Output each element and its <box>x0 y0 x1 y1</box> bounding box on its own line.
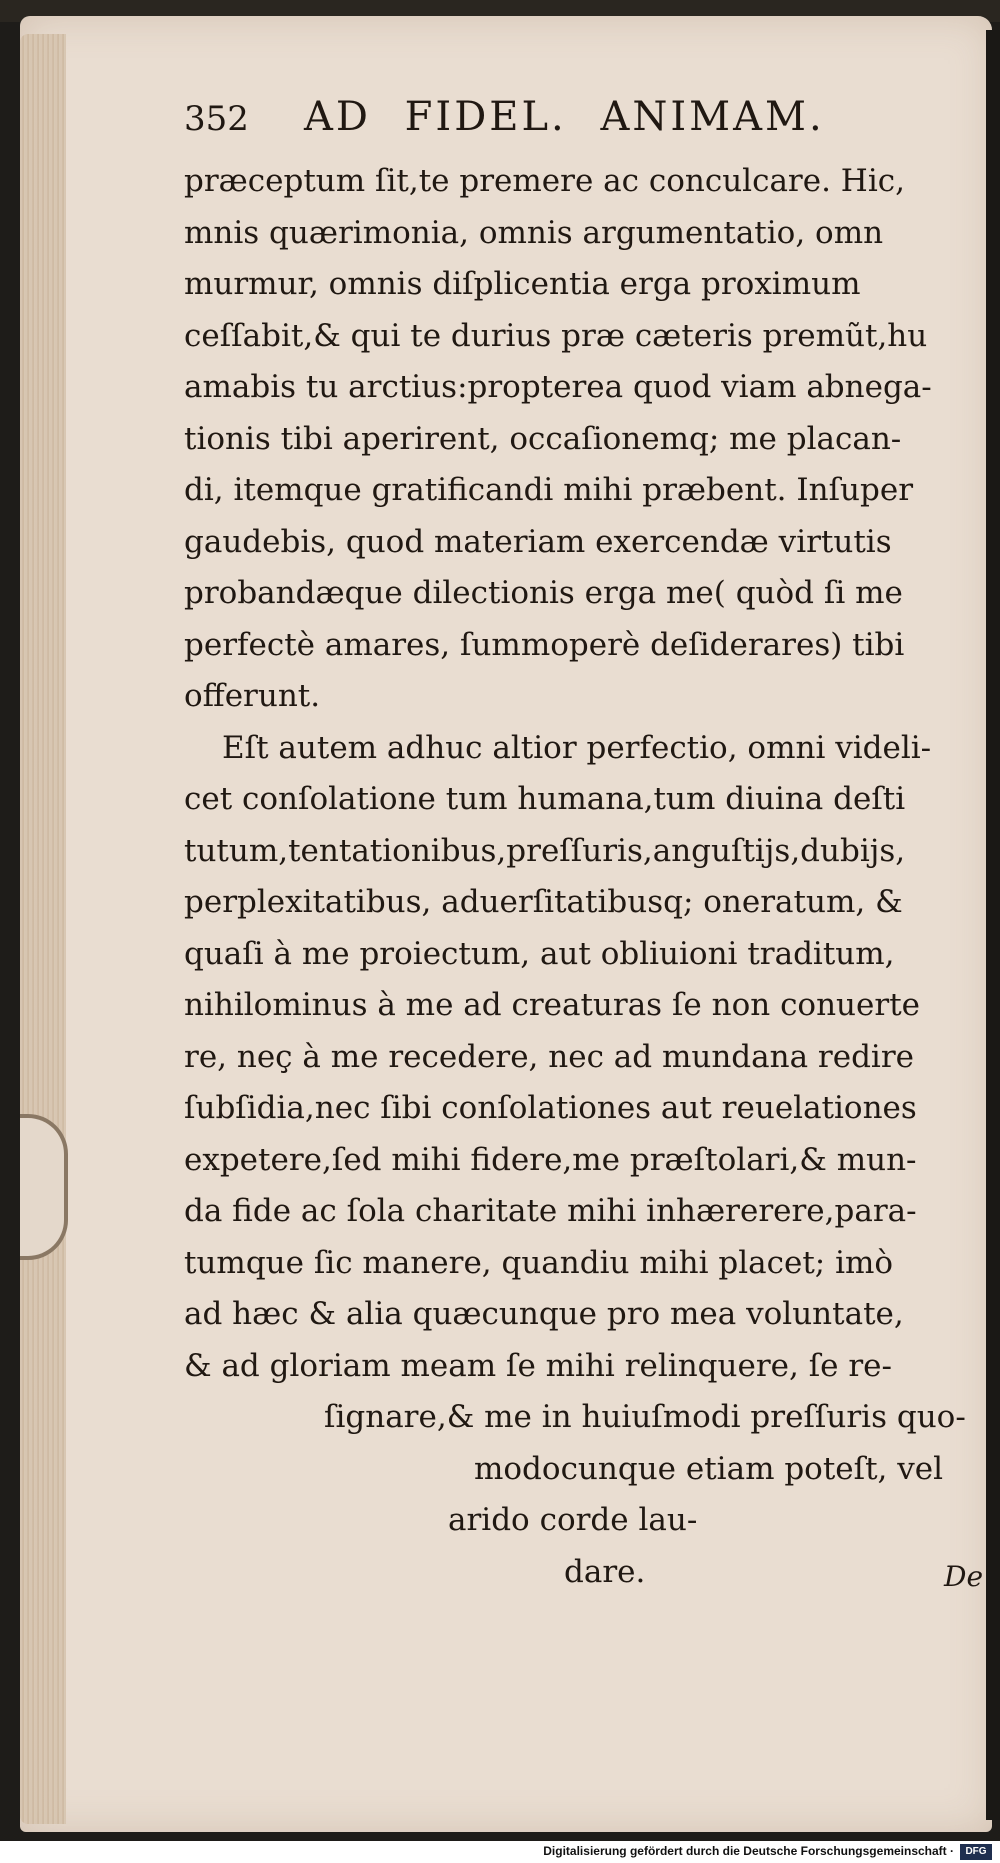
text-line: modocunque etiam poteſt, vel <box>474 1450 944 1487</box>
text-line: offerunt. <box>184 678 321 714</box>
text-line: mnis quærimonia, omnis argumentatio, omn <box>184 214 884 251</box>
book-clasp <box>20 1114 68 1260</box>
text-line: præceptum ſit,te premere ac conculcare. Hic, <box>184 163 905 199</box>
text-line: murmur, omnis diſplicentia erga proximum <box>184 266 861 302</box>
text-line: ſubſidia,nec ſibi conſolationes aut reuelationes <box>184 1090 917 1126</box>
text-line: quaſi à me proiectum, aut obliuioni traditum, <box>184 935 895 972</box>
digitization-footer <box>0 1841 1000 1863</box>
text-line: dare. <box>564 1553 646 1590</box>
catchword: De <box>944 1560 984 1593</box>
text-line: perplexitatibus, aduerſitatibusq; oneratum, & <box>184 884 903 920</box>
text-line: perfectè amares, ſummoperè deſiderares) tibi <box>184 626 905 663</box>
text-line: tutum,tentationibus,preſſuris,anguſtijs,dubijs, <box>184 832 906 869</box>
text-line: tumque ſic manere, quandiu mihi placet; imò <box>184 1244 894 1281</box>
paragraph-start-line: Eſt autem adhuc altior perfectio, omni videli- <box>222 729 932 766</box>
text-line: ſignare,& me in huiuſmodi preſſuris quo- <box>324 1399 966 1435</box>
text-line: & ad gloriam meam ſe mihi relinquere, ſe re- <box>184 1347 893 1384</box>
text-line: gaudebis, quod materiam exercendæ virtutis <box>184 523 892 560</box>
text-line: ceſſabit,& qui te durius præ cæteris premũt,hu <box>184 317 928 354</box>
text-line: ad hæc & alia quæcunque pro mea voluntate, <box>184 1296 904 1332</box>
dfg-logo-icon: DFG <box>960 1844 992 1860</box>
page-edge-stack <box>20 34 66 1824</box>
right-binding-edge <box>986 30 1000 1820</box>
text-line: di, itemque gratificandi mihi præbent. Inſuper <box>184 472 914 508</box>
text-line: amabis tu arctius:propterea quod viam abnega- <box>184 369 932 405</box>
text-line: da fide ac ſola charitate mihi inhærerere,para- <box>184 1193 917 1229</box>
text-line: expetere,ſed mihi fidere,me præſtolari,& mun- <box>184 1141 917 1178</box>
funding-credit: Digitalisierung gefördert durch die Deutsche Forschungsgemeinschaft · <box>543 1844 954 1858</box>
text-line: nihilominus à me ad creaturas ſe non conuerte <box>184 987 920 1023</box>
text-line: cet conſolatione tum humana,tum diuina deſti <box>184 781 906 817</box>
page-text <box>184 94 984 1598</box>
page-header <box>184 94 984 156</box>
page-number: 352 <box>184 99 249 139</box>
text-line: arido corde lau- <box>448 1502 698 1538</box>
text-line: re, neç à me recedere, nec ad mundana redire <box>184 1038 915 1075</box>
running-head: AD FIDEL. ANIMAM. <box>304 94 825 140</box>
text-line: probandæque dilectionis erga me( quòd ſi me <box>184 575 903 611</box>
text-line: tionis tibi aperirent, occaſionemq; me placan- <box>184 420 902 457</box>
